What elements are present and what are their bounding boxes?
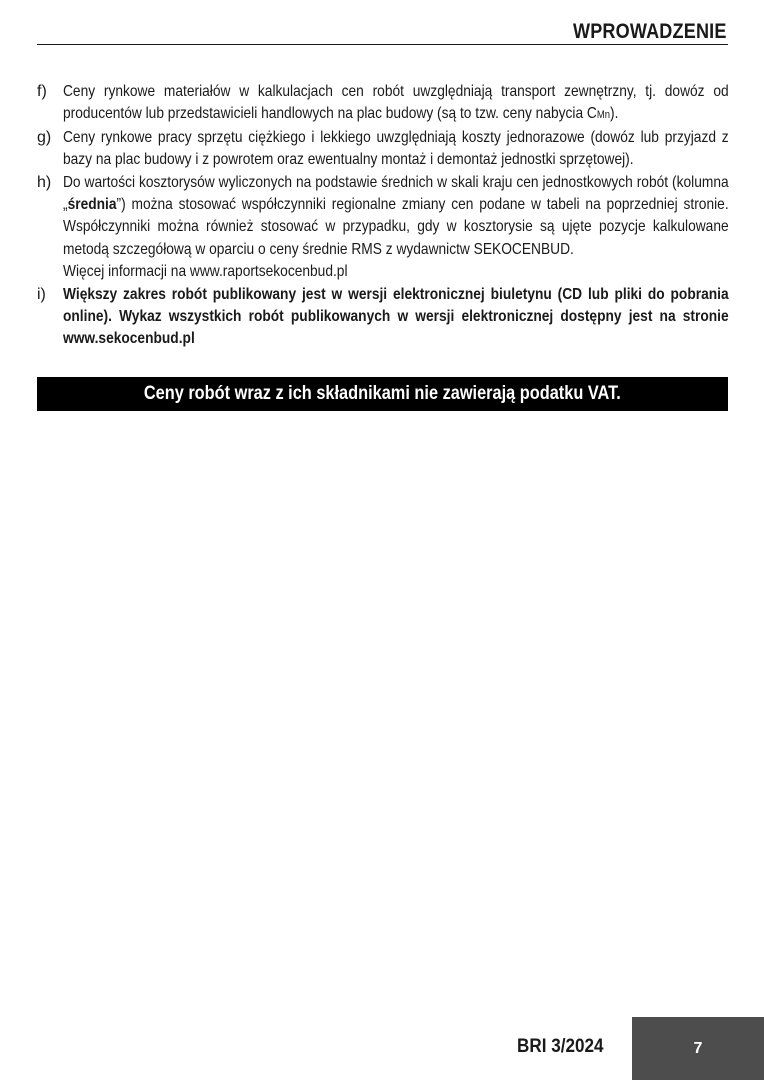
item-text-part: ). (610, 105, 619, 123)
subscript-mn: Mn (596, 109, 611, 122)
item-text (63, 172, 729, 284)
item-text-part: Do wartości kosztorysów wyliczonych na podstawie średnich w skali kraju cen jednostkowych robót (kolumna „ (63, 173, 729, 214)
issue-label: BRI 3/2024 (517, 1036, 604, 1057)
item-text (63, 127, 729, 172)
list-item-g (37, 127, 728, 172)
page-number: 7 (693, 1039, 703, 1057)
item-marker: h) (37, 173, 52, 191)
item-text (63, 81, 729, 127)
vat-notice-banner (37, 377, 728, 411)
item-marker: i) (37, 285, 46, 303)
section-title: WPROWADZENIE (573, 20, 727, 43)
item-text (63, 284, 729, 351)
notes-list (37, 81, 728, 351)
list-item-h (37, 172, 728, 284)
item-paragraph: Ceny rynkowe pracy sprzętu ciężkiego i lekkiego uwzględniają koszty jednorazowe (dowóz lub przyjazd z bazy na plac budowy i z powrotem oraz ewentualny montaż i demontaż jednostki sprzętowej). (63, 128, 729, 169)
list-item-i (37, 284, 728, 351)
vat-notice-text: Ceny robót wraz z ich składnikami nie zawierają podatku VAT. (143, 383, 622, 404)
item-text-part: ”) można stosować współczynniki regionalne zmiany cen podane w tabeli na poprzedniej stronie. Współczynniki można również stosować w przypadku, gdy w kosztorysie są ujęte pozycje kalkulowane metodą szczegółową w oparciu o ceny średnie RMS z wydawnictw SEKOCENBUD. (63, 196, 729, 258)
more-info-link-text: Więcej informacji na www.raportsekocenbud.pl (63, 263, 348, 281)
emphasis-srednia: średnia (67, 196, 117, 214)
page-number-box (632, 1017, 764, 1080)
header-divider (37, 44, 728, 45)
item-paragraph: Większy zakres robót publikowany jest w wersji elektronicznej biuletynu (CD lub pliki do pobrania online). Wykaz wszystkich robót publikowanych w wersji elektronicznej dostępny jest na stronie www.sekocenbud.pl (63, 285, 729, 348)
item-text-part: Ceny rynkowe materiałów w kalkulacjach cen robót uwzględniają transport zewnętrzny, tj. dowóz od producentów lub przedstawicieli handlowych na plac budowy (są to tzw. ceny nabycia C (63, 83, 729, 123)
item-marker: g) (37, 128, 52, 146)
item-marker: f) (37, 83, 47, 100)
list-item-f (37, 81, 728, 127)
